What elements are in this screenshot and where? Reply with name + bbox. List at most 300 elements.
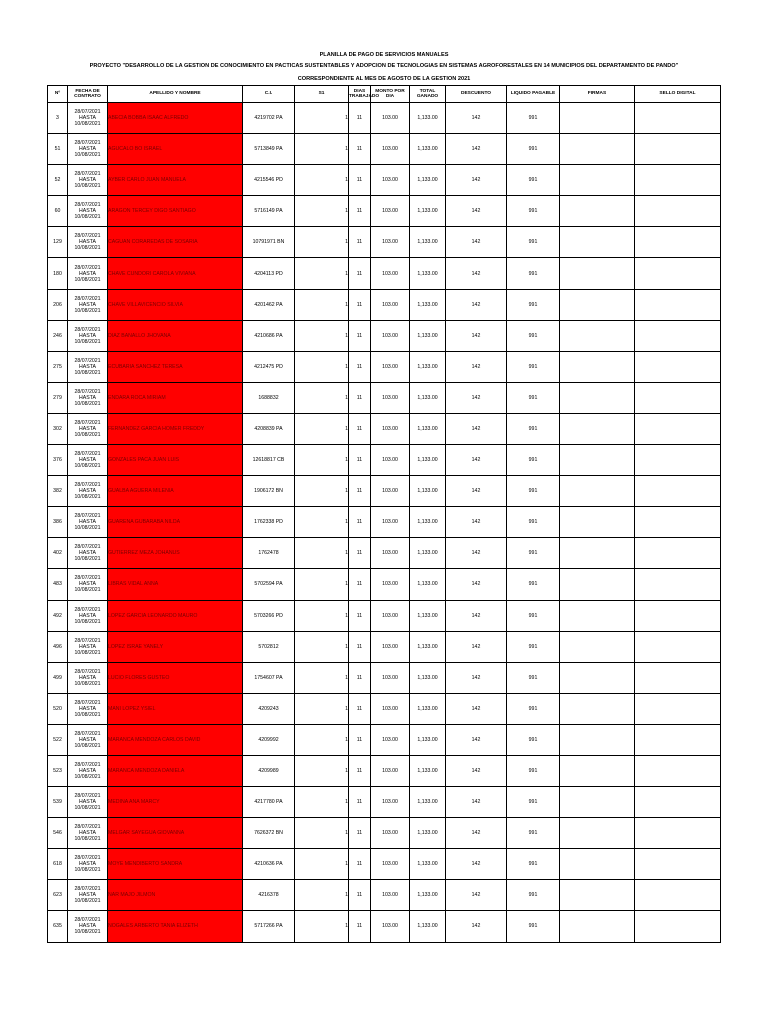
discount: 142 [446, 569, 507, 600]
table-row [48, 103, 721, 134]
date-until-label: HASTA [79, 301, 96, 308]
days-worked: 11 [349, 320, 371, 351]
row-number: 522 [48, 724, 68, 755]
table-row [48, 787, 721, 818]
s1-value: 1 [295, 258, 349, 289]
date-until-label: HASTA [79, 425, 96, 432]
discount: 142 [446, 165, 507, 196]
date-until-label: HASTA [79, 363, 96, 370]
contract-date [68, 911, 108, 942]
full-name: ABECIA BOBBA ISAAC ALFREDO [108, 103, 243, 134]
full-name: LOPEZ GARCIA LEONARDO MAURO [108, 600, 243, 631]
digital-seal-cell [635, 227, 721, 258]
days-worked: 11 [349, 165, 371, 196]
date-until: 10/08/2021 [74, 400, 101, 407]
full-name: CHAVE VILLAVICENCIO SILVIA [108, 289, 243, 320]
s1-value: 1 [295, 165, 349, 196]
total-earned: 1,133.00 [410, 600, 446, 631]
net-payable: 991 [507, 631, 560, 662]
contract-date [68, 631, 108, 662]
discount: 142 [446, 849, 507, 880]
days-worked: 11 [349, 600, 371, 631]
full-name: FERNANDEZ GARCIA HOMER FREDDY [108, 413, 243, 444]
table-row [48, 538, 721, 569]
date-from: 28/07/2021 [74, 388, 101, 395]
digital-seal-cell [635, 880, 721, 911]
net-payable: 991 [507, 600, 560, 631]
table-row [48, 165, 721, 196]
days-worked: 11 [349, 631, 371, 662]
table-row [48, 476, 721, 507]
signature-cell [560, 445, 635, 476]
digital-seal-cell [635, 289, 721, 320]
days-worked: 11 [349, 569, 371, 600]
s1-value: 1 [295, 227, 349, 258]
signature-cell [560, 165, 635, 196]
total-earned: 1,133.00 [410, 787, 446, 818]
s1-value: 1 [295, 134, 349, 165]
date-from: 28/07/2021 [74, 575, 101, 582]
digital-seal-cell [635, 693, 721, 724]
date-from: 28/07/2021 [74, 264, 101, 271]
discount: 142 [446, 476, 507, 507]
period-title: CORRESPONDIENTE AL MES DE AGOSTO DE LA GESTION 2021 [297, 76, 471, 82]
discount: 142 [446, 755, 507, 786]
signature-cell [560, 507, 635, 538]
days-worked: 11 [349, 351, 371, 382]
net-payable: 991 [507, 476, 560, 507]
table-row [48, 755, 721, 786]
discount: 142 [446, 507, 507, 538]
id-number: 1762338 PD [243, 507, 295, 538]
date-until-label: HASTA [79, 861, 96, 868]
days-worked: 11 [349, 258, 371, 289]
id-number: 5716149 PA [243, 196, 295, 227]
signature-cell [560, 289, 635, 320]
date-until-label: HASTA [79, 768, 96, 775]
row-number: 246 [48, 320, 68, 351]
id-number: 1762478 [243, 538, 295, 569]
header-monto: MONTO POR DIA [371, 86, 410, 103]
header-no: Nº [48, 86, 68, 103]
row-number: 520 [48, 693, 68, 724]
date-until: 10/08/2021 [74, 742, 101, 749]
net-payable: 991 [507, 351, 560, 382]
date-from: 28/07/2021 [74, 233, 101, 240]
date-from: 28/07/2021 [74, 824, 101, 831]
days-worked: 11 [349, 818, 371, 849]
contract-date [68, 476, 108, 507]
table-row [48, 693, 721, 724]
date-until: 10/08/2021 [74, 183, 101, 190]
date-from: 28/07/2021 [74, 917, 101, 924]
total-earned: 1,133.00 [410, 538, 446, 569]
date-from: 28/07/2021 [74, 513, 101, 520]
s1-value: 1 [295, 196, 349, 227]
id-number: 5717266 PA [243, 911, 295, 942]
id-number: 5703266 PD [243, 600, 295, 631]
full-name: GUARENA GUBARABA NILDA [108, 507, 243, 538]
id-number: 4209243 [243, 693, 295, 724]
date-until: 10/08/2021 [74, 121, 101, 128]
date-from: 28/07/2021 [74, 762, 101, 769]
total-earned: 1,133.00 [410, 320, 446, 351]
date-from: 28/07/2021 [74, 357, 101, 364]
s1-value: 1 [295, 600, 349, 631]
s1-value: 1 [295, 724, 349, 755]
total-earned: 1,133.00 [410, 476, 446, 507]
contract-date [68, 320, 108, 351]
date-until-label: HASTA [79, 177, 96, 184]
row-number: 51 [48, 134, 68, 165]
id-number: 4204113 PD [243, 258, 295, 289]
row-number: 180 [48, 258, 68, 289]
digital-seal-cell [635, 600, 721, 631]
id-number: 5702812 [243, 631, 295, 662]
payroll-table [47, 85, 721, 943]
s1-value: 1 [295, 662, 349, 693]
id-number: 12618817 CB [243, 445, 295, 476]
days-worked: 11 [349, 227, 371, 258]
total-earned: 1,133.00 [410, 631, 446, 662]
full-name: LUCIO FLORES GUSTEO [108, 662, 243, 693]
contract-date [68, 538, 108, 569]
discount: 142 [446, 600, 507, 631]
date-until: 10/08/2021 [74, 463, 101, 470]
full-name: MOYE MENDIBERTO SANDRA [108, 849, 243, 880]
signature-cell [560, 320, 635, 351]
full-name: AYBER CARLO JUAN MANUELA [108, 165, 243, 196]
signature-cell [560, 600, 635, 631]
days-worked: 11 [349, 196, 371, 227]
date-until: 10/08/2021 [74, 711, 101, 718]
id-number: 1906172 BN [243, 476, 295, 507]
discount: 142 [446, 662, 507, 693]
row-number: 483 [48, 569, 68, 600]
table-row [48, 196, 721, 227]
days-worked: 11 [349, 507, 371, 538]
net-payable: 991 [507, 227, 560, 258]
date-until-label: HASTA [79, 146, 96, 153]
id-number: 10791971 BN [243, 227, 295, 258]
total-earned: 1,133.00 [410, 382, 446, 413]
date-until-label: HASTA [79, 519, 96, 526]
header-sello: SELLO DIGITAL [635, 86, 721, 103]
digital-seal-cell [635, 755, 721, 786]
digital-seal-cell [635, 631, 721, 662]
table-row [48, 289, 721, 320]
contract-date [68, 382, 108, 413]
date-until: 10/08/2021 [74, 556, 101, 563]
s1-value: 1 [295, 320, 349, 351]
date-until: 10/08/2021 [74, 649, 101, 656]
days-worked: 11 [349, 134, 371, 165]
digital-seal-cell [635, 507, 721, 538]
date-until: 10/08/2021 [74, 898, 101, 905]
id-number: 4217780 PA [243, 787, 295, 818]
net-payable: 991 [507, 818, 560, 849]
date-until: 10/08/2021 [74, 338, 101, 345]
signature-cell [560, 755, 635, 786]
total-earned: 1,133.00 [410, 755, 446, 786]
header-descuento: DESCUENTO [446, 86, 507, 103]
contract-date [68, 724, 108, 755]
table-row [48, 320, 721, 351]
full-name: AGUCALO BO ISRAEL [108, 134, 243, 165]
signature-cell [560, 476, 635, 507]
discount: 142 [446, 631, 507, 662]
full-name: MELGAR SAYEGUA GIOVANNA [108, 818, 243, 849]
date-until-label: HASTA [79, 612, 96, 619]
daily-amount: 103.00 [371, 693, 410, 724]
contract-date [68, 880, 108, 911]
digital-seal-cell [635, 849, 721, 880]
net-payable: 991 [507, 538, 560, 569]
signature-cell [560, 258, 635, 289]
row-number: 523 [48, 755, 68, 786]
date-until-label: HASTA [79, 394, 96, 401]
full-name: MARANCA MENDOZA CARLOS DAVID [108, 724, 243, 755]
row-number: 52 [48, 165, 68, 196]
days-worked: 11 [349, 911, 371, 942]
row-number: 386 [48, 507, 68, 538]
full-name: LIBRAS VIDAL ANNA [108, 569, 243, 600]
row-number: 618 [48, 849, 68, 880]
days-worked: 11 [349, 724, 371, 755]
id-number: 4201462 PA [243, 289, 295, 320]
discount: 142 [446, 880, 507, 911]
date-until-label: HASTA [79, 581, 96, 588]
s1-value: 1 [295, 476, 349, 507]
s1-value: 1 [295, 382, 349, 413]
date-until-label: HASTA [79, 208, 96, 215]
daily-amount: 103.00 [371, 196, 410, 227]
table-row [48, 849, 721, 880]
id-number: 4209992 [243, 724, 295, 755]
discount: 142 [446, 289, 507, 320]
daily-amount: 103.00 [371, 351, 410, 382]
contract-date [68, 507, 108, 538]
date-from: 28/07/2021 [74, 637, 101, 644]
daily-amount: 103.00 [371, 755, 410, 786]
date-until: 10/08/2021 [74, 805, 101, 812]
header-nombre: APELLIDO Y NOMBRE [108, 86, 243, 103]
daily-amount: 103.00 [371, 227, 410, 258]
s1-value: 1 [295, 289, 349, 320]
project-title: PROYECTO "DESARROLLO DE LA GESTION DE CONOCIMIENTO EN PACTICAS SUSTENTABLES Y ADOPCION DE TECNOLOGIAS EN SISTEMAS AGROFORESTALES EN 14 MUNICIPIOS DEL DEPARTAMENTO DE PANDO" [89, 63, 679, 69]
row-number: 402 [48, 538, 68, 569]
discount: 142 [446, 413, 507, 444]
date-until: 10/08/2021 [74, 525, 101, 532]
digital-seal-cell [635, 911, 721, 942]
table-row [48, 258, 721, 289]
full-name: CHAVE CUNDORI CAROLA VIVIANA [108, 258, 243, 289]
total-earned: 1,133.00 [410, 103, 446, 134]
row-number: 492 [48, 600, 68, 631]
date-from: 28/07/2021 [74, 544, 101, 551]
signature-cell [560, 382, 635, 413]
daily-amount: 103.00 [371, 600, 410, 631]
net-payable: 991 [507, 134, 560, 165]
s1-value: 1 [295, 880, 349, 911]
date-from: 28/07/2021 [74, 295, 101, 302]
header-s1: S1 [295, 86, 349, 103]
id-number: 4212475 PD [243, 351, 295, 382]
contract-date [68, 600, 108, 631]
discount: 142 [446, 196, 507, 227]
date-from: 28/07/2021 [74, 606, 101, 613]
daily-amount: 103.00 [371, 787, 410, 818]
header-liquido: LIQUIDO PAGABLE [507, 86, 560, 103]
date-until: 10/08/2021 [74, 929, 101, 936]
daily-amount: 103.00 [371, 320, 410, 351]
digital-seal-cell [635, 196, 721, 227]
net-payable: 991 [507, 569, 560, 600]
table-row [48, 662, 721, 693]
contract-date [68, 351, 108, 382]
date-from: 28/07/2021 [74, 419, 101, 426]
date-from: 28/07/2021 [74, 326, 101, 333]
date-from: 28/07/2021 [74, 140, 101, 147]
contract-date [68, 849, 108, 880]
table-row [48, 818, 721, 849]
full-name: MEDINA ANA MARCY [108, 787, 243, 818]
table-row [48, 880, 721, 911]
s1-value: 1 [295, 538, 349, 569]
total-earned: 1,133.00 [410, 289, 446, 320]
digital-seal-cell [635, 258, 721, 289]
date-from: 28/07/2021 [74, 886, 101, 893]
table-row [48, 569, 721, 600]
full-name: ECUBARIA SANCHEZ TERESA [108, 351, 243, 382]
net-payable: 991 [507, 413, 560, 444]
net-payable: 991 [507, 693, 560, 724]
table-row [48, 600, 721, 631]
date-until-label: HASTA [79, 643, 96, 650]
date-until: 10/08/2021 [74, 307, 101, 314]
discount: 142 [446, 445, 507, 476]
id-number: 1688832 [243, 382, 295, 413]
daily-amount: 103.00 [371, 476, 410, 507]
full-name: GONZALES PACA JUAN LUIS [108, 445, 243, 476]
daily-amount: 103.00 [371, 258, 410, 289]
digital-seal-cell [635, 103, 721, 134]
total-earned: 1,133.00 [410, 165, 446, 196]
discount: 142 [446, 320, 507, 351]
digital-seal-cell [635, 351, 721, 382]
contract-date [68, 755, 108, 786]
date-until-label: HASTA [79, 674, 96, 681]
daily-amount: 103.00 [371, 849, 410, 880]
date-until: 10/08/2021 [74, 276, 101, 283]
net-payable: 991 [507, 445, 560, 476]
discount: 142 [446, 134, 507, 165]
net-payable: 991 [507, 289, 560, 320]
contract-date [68, 445, 108, 476]
total-earned: 1,133.00 [410, 413, 446, 444]
s1-value: 1 [295, 755, 349, 786]
date-until: 10/08/2021 [74, 152, 101, 159]
daily-amount: 103.00 [371, 289, 410, 320]
row-number: 60 [48, 196, 68, 227]
daily-amount: 103.00 [371, 103, 410, 134]
id-number: 7626372 BN [243, 818, 295, 849]
days-worked: 11 [349, 103, 371, 134]
signature-cell [560, 569, 635, 600]
row-number: 275 [48, 351, 68, 382]
date-until: 10/08/2021 [74, 431, 101, 438]
days-worked: 11 [349, 476, 371, 507]
signature-cell [560, 631, 635, 662]
table-header-row [48, 86, 721, 103]
row-number: 635 [48, 911, 68, 942]
discount: 142 [446, 103, 507, 134]
date-until-label: HASTA [79, 830, 96, 837]
total-earned: 1,133.00 [410, 258, 446, 289]
total-earned: 1,133.00 [410, 818, 446, 849]
date-until-label: HASTA [79, 332, 96, 339]
net-payable: 991 [507, 382, 560, 413]
total-earned: 1,133.00 [410, 693, 446, 724]
net-payable: 991 [507, 911, 560, 942]
digital-seal-cell [635, 569, 721, 600]
table-row [48, 724, 721, 755]
contract-date [68, 787, 108, 818]
daily-amount: 103.00 [371, 507, 410, 538]
total-earned: 1,133.00 [410, 351, 446, 382]
date-until: 10/08/2021 [74, 680, 101, 687]
total-earned: 1,133.00 [410, 445, 446, 476]
header-ci: C.I. [243, 86, 295, 103]
date-from: 28/07/2021 [74, 202, 101, 209]
contract-date [68, 289, 108, 320]
document-title: PLANILLA DE PAGO DE SERVICIOS MANUALES [319, 52, 449, 58]
daily-amount: 103.00 [371, 413, 410, 444]
net-payable: 991 [507, 849, 560, 880]
daily-amount: 103.00 [371, 165, 410, 196]
id-number: 4215546 PD [243, 165, 295, 196]
table-row [48, 911, 721, 942]
date-until: 10/08/2021 [74, 836, 101, 843]
date-until-label: HASTA [79, 115, 96, 122]
date-until-label: HASTA [79, 736, 96, 743]
days-worked: 11 [349, 693, 371, 724]
daily-amount: 103.00 [371, 724, 410, 755]
id-number: 4210636 PA [243, 849, 295, 880]
header-fecha: FECHA DE CONTRATO [68, 86, 108, 103]
contract-date [68, 134, 108, 165]
row-number: 376 [48, 445, 68, 476]
discount: 142 [446, 538, 507, 569]
id-number: 4216378 [243, 880, 295, 911]
net-payable: 991 [507, 880, 560, 911]
full-name: GUTIERREZ MEZA JOHANUS [108, 538, 243, 569]
row-number: 302 [48, 413, 68, 444]
total-earned: 1,133.00 [410, 507, 446, 538]
total-earned: 1,133.00 [410, 569, 446, 600]
table-row [48, 445, 721, 476]
date-from: 28/07/2021 [74, 699, 101, 706]
signature-cell [560, 911, 635, 942]
date-from: 28/07/2021 [74, 482, 101, 489]
discount: 142 [446, 818, 507, 849]
date-until-label: HASTA [79, 550, 96, 557]
days-worked: 11 [349, 880, 371, 911]
days-worked: 11 [349, 849, 371, 880]
date-until-label: HASTA [79, 892, 96, 899]
digital-seal-cell [635, 818, 721, 849]
digital-seal-cell [635, 413, 721, 444]
